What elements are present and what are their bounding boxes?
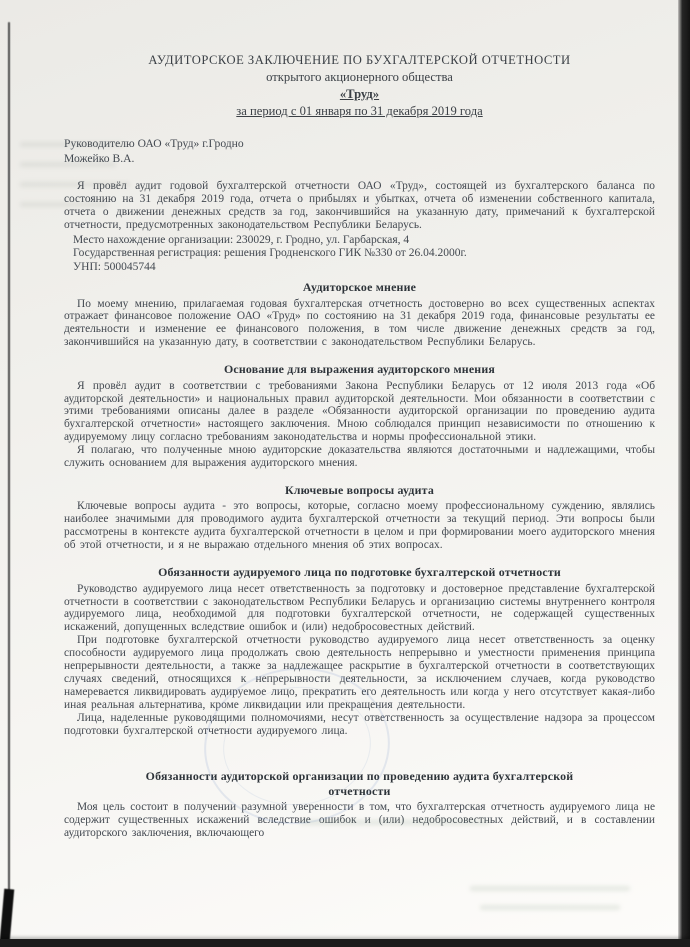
scan-edge-bottom-bar <box>0 939 690 947</box>
org-registration: Государственная регистрация: решения Гродненского ГИК №330 от 26.04.2000г. <box>73 247 467 260</box>
ghost-text-artifact <box>20 142 124 147</box>
document-title: АУДИТОРСКОЕ ЗАКЛЮЧЕНИЕ ПО БУХГАЛТЕРСКОЙ ОТЧЕТНОСТИ <box>148 53 571 67</box>
company-name: «Труд» <box>339 87 380 101</box>
scan-edge-right-bar <box>678 0 690 947</box>
section-heading-auditee-responsibilities: Обязанности аудируемого лица по подготовке бухгалтерской отчетности <box>158 565 561 580</box>
section-heading-key-audit-matters: Ключевые вопросы аудита <box>284 482 435 497</box>
scan-corner-mark <box>0 889 14 942</box>
paragraph: При подготовке бухгалтерской отчетности руководство аудируемого лица несет ответственность за оценку способности аудируемого лица продолжать свою деятельность непрерывно и уместности применения принципа непрерывности деятельности, а также за надлежащее раскрытие в бухгалтерской отчетности в соответствующих случаях сведений, относящихся к непрерывности деятельности, за исключением случаев, когда руководство намеревается ликвидировать аудируемое лицо, прекратить его деятельность или когда у него отсутствует какая-либо иная реальная альтернатива, кроме ликвидации или прекращения деятельности. <box>64 634 655 711</box>
paragraph: Я полагаю, что полученные мною аудиторские доказательства являются достаточными и надлежащими, чтобы служить основанием для выражения аудиторского мнения. <box>64 444 655 470</box>
section-heading-opinion-basis: Основание для выражения аудиторского мнения <box>223 362 496 377</box>
section-key-audit-matters <box>64 483 655 552</box>
ghost-text-artifact <box>470 886 630 891</box>
section-heading-auditor-responsibilities: Обязанности аудиторской организации по проведению аудита бухгалтерской отчетности <box>145 769 574 798</box>
org-unp: УНП: 500045744 <box>73 261 156 274</box>
ghost-text-artifact <box>480 905 620 910</box>
paragraph: Ключевые вопросы аудита - это вопросы, которые, согласно моему профессиональному суждению, являлись наиболее значимыми для проводимого аудита бухгалтерской отчетности за текущий период. Эти вопросы были рассмотрены в контексте аудита бухгалтерской отчетности в целом и при формировании моего аудиторского мнения об этой отчетности, и я не выражаю отдельного мнения об этих вопросах. <box>64 500 655 552</box>
document-subtitle: открытого акционерного общества <box>266 70 453 84</box>
organization-info <box>64 234 655 275</box>
addressee-block <box>64 136 655 166</box>
paragraph: Лица, наделенные руководящими полномочиями, несут ответственность за осуществление надзора за процессом подготовки бухгалтерской отчетности аудируемого лица. <box>64 711 655 737</box>
section-audit-opinion <box>64 280 655 349</box>
section-heading-audit-opinion: Аудиторское мнение <box>302 280 417 295</box>
title-block <box>64 52 655 120</box>
ghost-text-artifact <box>20 162 116 167</box>
section-opinion-basis <box>64 362 655 470</box>
org-location: Место нахождение организации: 230029, г. Гродно, ул. Гарбарская, 4 <box>73 233 410 246</box>
addressee-line: Руководителю ОАО «Труд» г.Гродно <box>64 137 244 150</box>
scan-edge-left-line <box>8 22 10 927</box>
addressee-name: Можейко В.А. <box>64 152 135 165</box>
paragraph: По моему мнению, прилагаемая годовая бухгалтерская отчетность достоверно во всех существенных аспектах отражает финансовое положение ОАО «Труд» по состоянию на 31 декабря 2019 года, финансовые результаты ее деятельности и изменение ее финансового положения, в том числе движение денежных средств за год, закончившийся на указанную дату, в соответствии с законодательством Республики Беларусь. <box>64 297 655 349</box>
paragraph: Руководство аудируемого лица несет ответственность за подготовку и достоверное представление бухгалтерской отчетности в соответствии с законодательством Республики Беларусь и организацию системы внутреннего контроля аудируемого лица, необходимой для подготовки бухгалтерской отчетности, не содержащей существенных искажений, допущенных вследствие ошибок и (или) недобросовестных действий. <box>64 582 655 634</box>
ghost-text-artifact <box>20 182 130 187</box>
paragraph: Моя цель состоит в получении разумной уверенности в том, что бухгалтерская отчетность аудируемого лица не содержит существенных искажений вследствие ошибок и (или) недобросовестных действий, и в составлении аудиторского заключения, включающего <box>64 801 655 840</box>
report-period: за период с 01 января по 31 декабря 2019 года <box>236 104 483 118</box>
intro-paragraph: Я провёл аудит годовой бухгалтерской отчетности ОАО «Труд», состоящей из бухгалтерского баланса по состоянию на 31 декабря 2019 года, отчета о прибылях и убытках, отчета об изменении собственного капитала, отчета о движении денежных средств за год, закончившийся на указанную дату, примечаний к бухгалтерской отчетности, предусмотренных законодательством Республики Беларусь. <box>64 180 655 231</box>
ghost-text-artifact <box>300 820 490 825</box>
ghost-text-artifact <box>20 202 108 207</box>
paragraph: Я провёл аудит в соответствии с требованиями Закона Республики Беларусь от 12 июля 2013 года «Об аудиторской деятельности» и национальных правил аудиторской деятельности. Мои обязанности в соответствии с этими требованиями описаны далее в разделе «Обязанности аудиторской организации по проведению аудита бухгалтерской отчетности» настоящего заключения. Мною соблюдался принцип независимости по отношению к аудируемому лицу согласно требованиям законодательства и нормы профессиональной этики. <box>64 379 655 444</box>
